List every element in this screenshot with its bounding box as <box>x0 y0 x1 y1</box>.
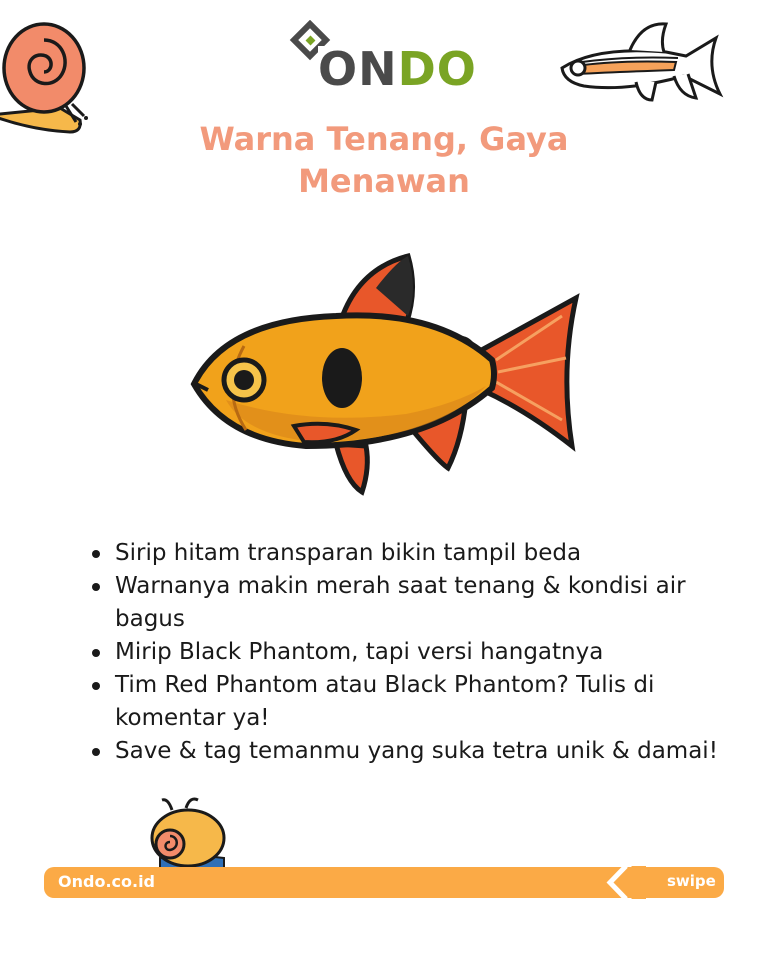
brand-logo <box>288 20 488 100</box>
list-item: Warnanya makin merah saat tenang & kondisi air bagus <box>88 570 728 636</box>
snail-icon <box>0 20 100 140</box>
red-phantom-tetra-fish-icon <box>186 250 582 500</box>
feature-list <box>88 537 728 768</box>
logo-text: ONDO <box>318 42 477 96</box>
headline: Warna Tenang, Gaya Menawan <box>199 120 569 200</box>
list-item: Mirip Black Phantom, tapi versi hangatnya <box>88 636 728 669</box>
swipe-label[interactable]: swipe <box>667 872 716 890</box>
swipe-arrow-icon[interactable] <box>606 864 646 901</box>
website-link[interactable]: Ondo.co.id <box>58 872 156 891</box>
neon-tetra-fish-icon <box>556 16 728 108</box>
list-item: Tim Red Phantom atau Black Phantom? Tulis di komentar ya! <box>88 669 728 735</box>
list-item: Save & tag temanmu yang suka tetra unik & damai! <box>88 735 728 768</box>
list-item: Sirip hitam transparan bikin tampil beda <box>88 537 728 570</box>
small-snail-icon <box>142 796 232 868</box>
